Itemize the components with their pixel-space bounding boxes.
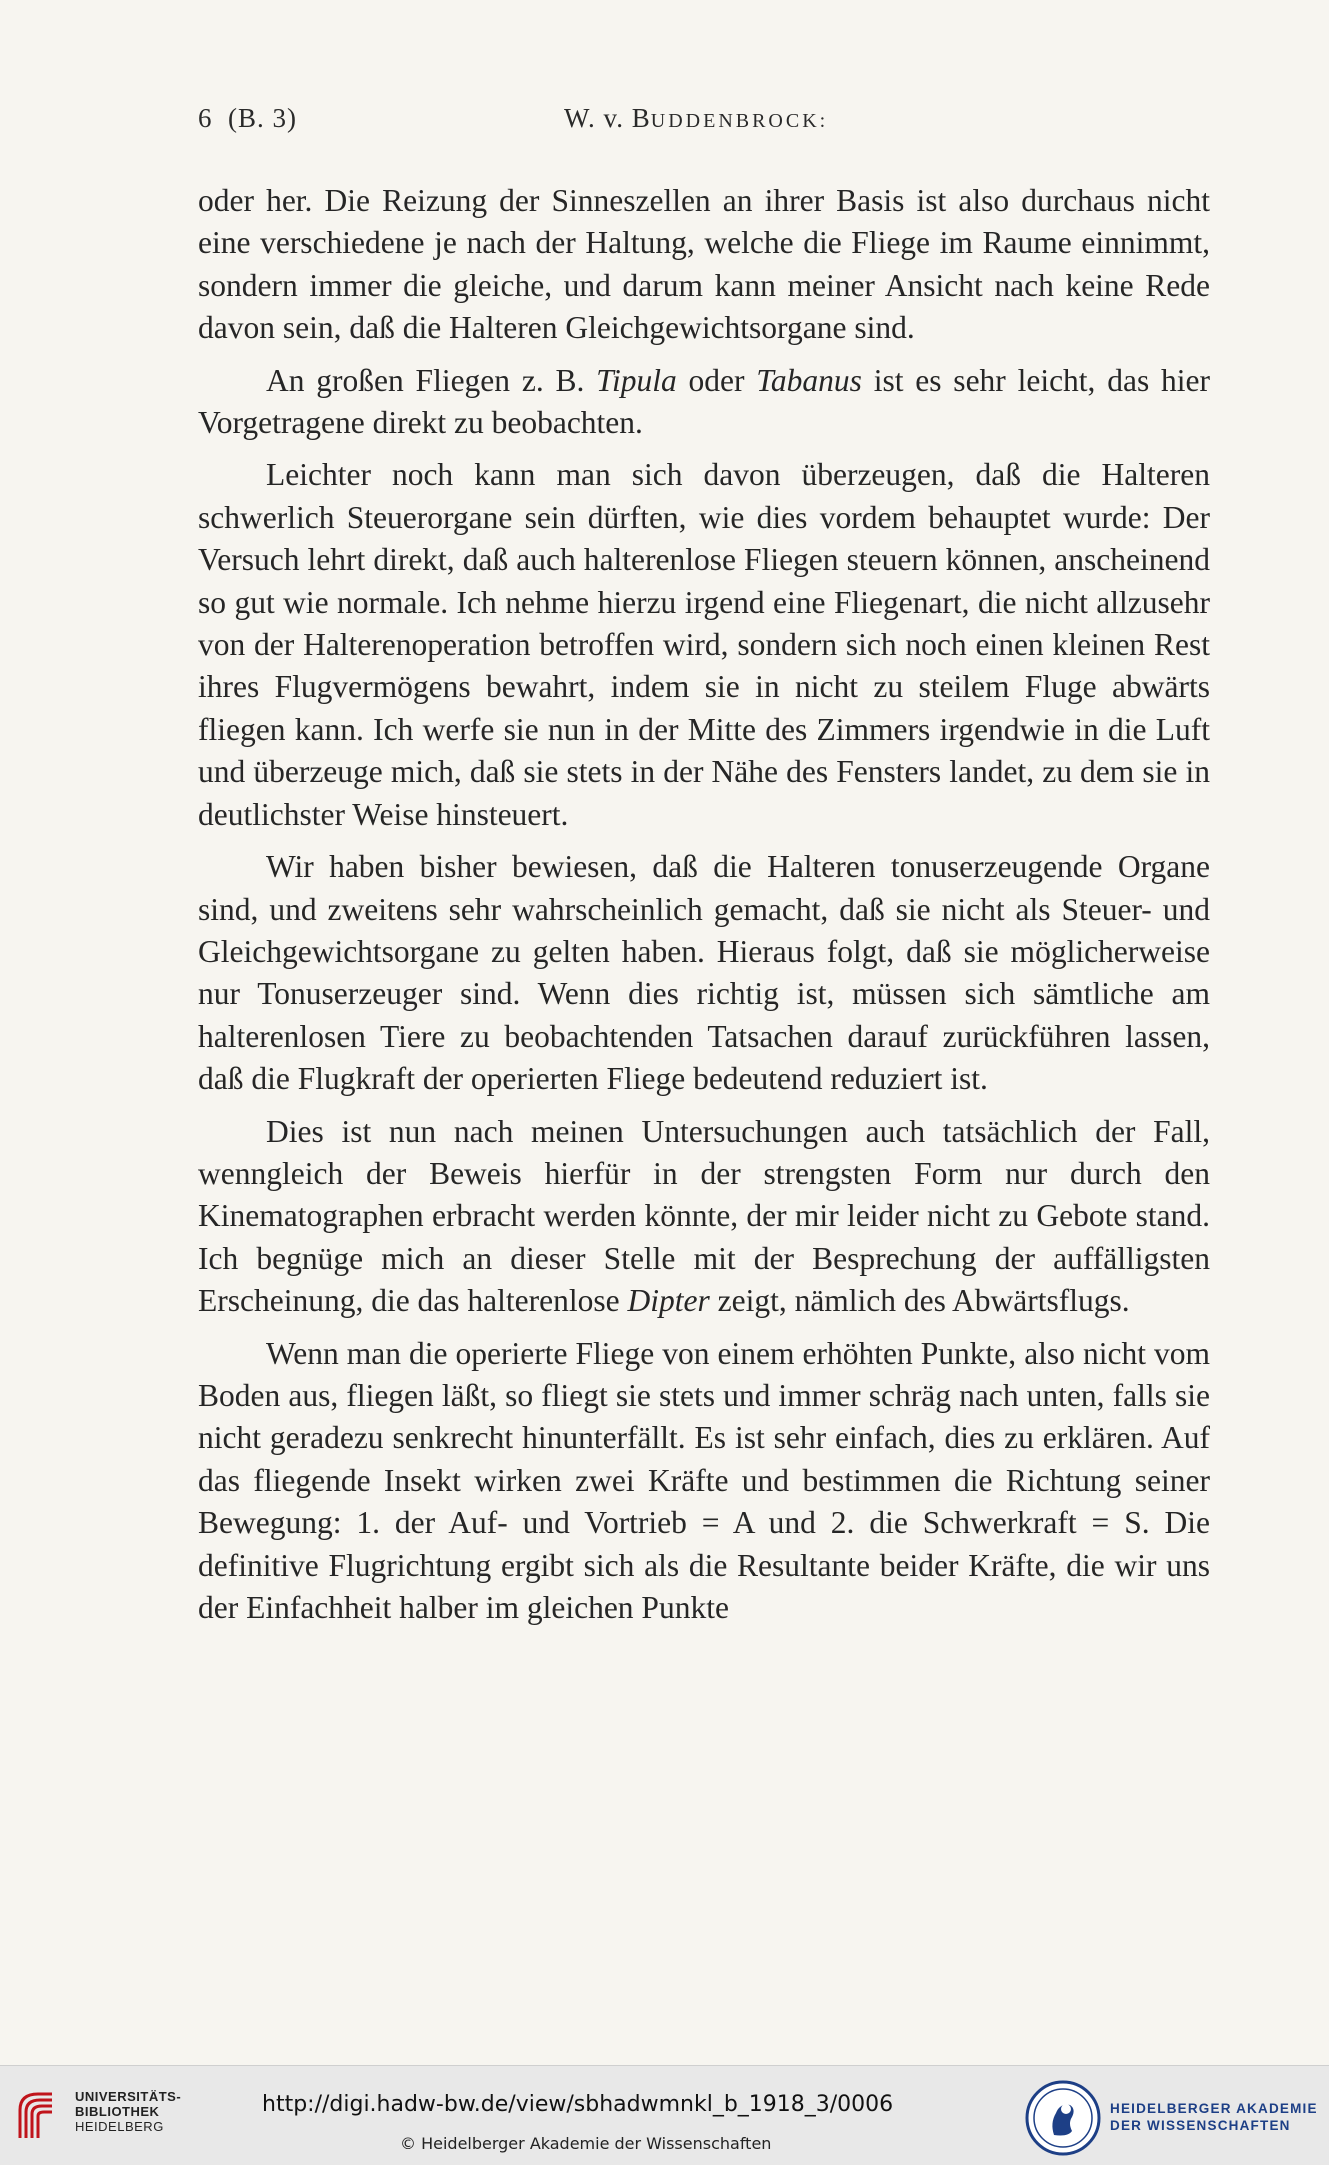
footer-bar <box>0 2065 1329 2165</box>
paragraph <box>198 180 1210 350</box>
paragraph <box>198 1333 1210 1630</box>
text-run: Leichter noch kann man sich davon überzeugen, daß die Halteren schwerlich Steuerorgane sein dürften, wie dies vordem behauptet wurde: Der Versuch lehrt direkt, daß auch halterenlose Fliegen steuern können, anscheinend so gut wie normale. Ich nehme hierzu irgend eine Fliegenart, die nicht allzusehr von der Halterenoperation betroffen wird, sondern sich noch einen kleinen Rest ihres Flugvermögens bewahrt, indem sie in nicht zu steilem Fluge abwärts fliegen kann. Ich werfe sie nun in der Mitte des Zimmers irgendwie in die Luft und überzeuge mich, daß sie stets in der Nähe des Fensters landet, zu dem sie in deutlichster Weise hinsteuert. <box>198 457 1210 832</box>
author-name: W. v. BUDDENBROCK: <box>564 103 829 133</box>
italic-term: Tabanus <box>756 362 862 398</box>
text-run: oder <box>676 362 757 398</box>
hadw-seal-icon <box>1024 2079 1102 2157</box>
body-text <box>198 180 1210 1639</box>
academy-name: HEIDELBERGER AKADEMIE DER WISSENSCHAFTEN <box>1110 2101 1318 2133</box>
text-run: zeigt, nämlich des Abwärtsflugs. <box>709 1283 1130 1319</box>
running-head <box>198 103 1210 143</box>
text-run: Wenn man die operierte Fliege von einem erhöhten Punkte, also nicht vom Boden aus, fliegen läßt, so fliegt sie stets und immer schräg nach unten, falls sie nicht geradezu senkrecht hinunterfällt. Es ist sehr einfach, dies zu erklären. Auf das fliegende Insekt wirken zwei Kräfte und bestimmen die Richtung seiner Bewegung: 1. der Auf- und Vortrieb = A und 2. die Schwerkraft = S. Die definitive Flugrichtung ergibt sich als die Resultante beider Kräfte, die wir uns der Einfachheit halber im gleichen Punkte <box>198 1335 1210 1625</box>
copyright-notice: © Heidelberger Akademie der Wissenschaften <box>400 2134 772 2153</box>
page-number: 6 (B. 3) <box>198 103 297 133</box>
paragraph <box>198 454 1210 836</box>
document-url-link[interactable]: http://digi.hadw-bw.de/view/sbhadwmnkl_b_1918_3/0006 <box>262 2092 894 2117</box>
text-run: An großen Fliegen z. B. <box>266 362 597 398</box>
library-name: UNIVERSITÄTS- BIBLIOTHEK HEIDELBERG <box>75 2089 182 2134</box>
section-label: (B. 3) <box>228 103 297 133</box>
paragraph <box>198 846 1210 1100</box>
text-run: ist es sehr leicht, das hier Vorgetragene direkt zu beobachten. <box>198 362 1210 441</box>
paragraph <box>198 360 1210 445</box>
italic-term: Dipter <box>627 1283 710 1319</box>
text-run: Dies ist nun nach meinen Untersuchungen auch tatsächlich der Fall, wenngleich der Beweis hierfür in der strengsten Form nur durch den Kinematographen erbracht werden könnte, der mir leider nicht zu Gebote stand. Ich begnüge mich an dieser Stelle mit der Besprechung der auffälligsten Erscheinung, die das halterenlose <box>198 1113 1210 1319</box>
text-run: oder her. Die Reizung der Sinneszellen an ihrer Basis ist also durchaus nicht eine verschiedene je nach der Haltung, welche die Fliege im Raume einnimmt, sondern immer die gleiche, und darum kann meiner Ansicht nach keine Rede davon sein, daß die Halteren Gleichgewichtsorgane sind. <box>198 183 1210 346</box>
italic-term: Tipula <box>596 362 677 398</box>
ub-heidelberg-logo-icon <box>14 2086 62 2146</box>
text-run: Wir haben bisher bewiesen, daß die Halteren tonuserzeugende Organe sind, und zweitens sehr wahrscheinlich gemacht, daß sie nicht als Steuer- und Gleichgewichtsorgane zu gelten haben. Hieraus folgt, daß sie möglicherweise nur Tonuserzeuger sind. Wenn dies richtig ist, müssen sich sämtliche am halterenlosen Tiere zu beobachtenden Tatsachen darauf zurückführen lassen, daß die Flugkraft der operierten Fliege bedeutend reduziert ist. <box>198 849 1210 1097</box>
paragraph <box>198 1111 1210 1323</box>
